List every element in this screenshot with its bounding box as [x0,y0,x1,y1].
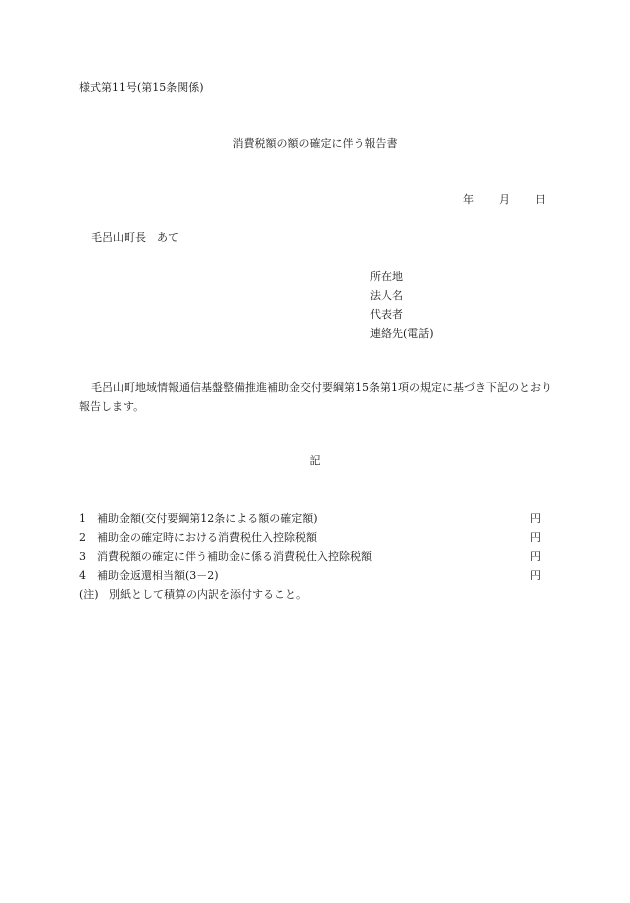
date-day-label: 日 [535,193,546,206]
list-item [79,509,541,528]
document-title: 消費税額の額の確定に伴う報告書 [232,137,398,150]
applicant-field-address: 所在地 [370,270,403,283]
note-prefix: (注) [79,588,99,601]
item-label: 補助金の確定時における消費税仕入控除税額 [97,531,317,544]
addressee-honorific: あて [157,231,179,244]
form-number: 様式第11号(第15条関係) [79,81,204,94]
item-number: 3 [79,550,86,563]
ki-heading: 記 [309,454,321,467]
applicant-field-company: 法人名 [370,289,403,302]
item-label: 消費税額の確定に伴う補助金に係る消費税仕入控除税額 [97,550,372,563]
list-item [79,547,541,566]
addressee [91,231,179,245]
applicant-block [370,267,434,343]
list-item [79,566,541,585]
item-number: 1 [79,512,86,525]
note [79,585,541,604]
item-number: 2 [79,531,86,544]
date-year-label: 年 [463,193,474,206]
body-paragraph: 毛呂山町地域情報通信基盤整備推進補助金交付要綱第15条第1項の規定に基づき下記のとおり報告します。 [79,381,552,413]
item-label: 補助金額(交付要綱第12条による額の確定額) [97,512,318,525]
item-unit: 円 [530,512,541,525]
applicant-field-contact: 連絡先(電話) [370,327,434,340]
applicant-field-representative: 代表者 [370,308,403,321]
list-item [79,528,541,547]
item-unit: 円 [530,569,541,582]
addressee-name: 毛呂山町長 [91,231,146,244]
item-number: 4 [79,569,86,582]
note-text: 別紙として積算の内訳を添付すること。 [109,588,307,601]
item-label: 補助金返還相当額(3－2) [97,569,219,582]
items-list [79,509,541,604]
date-month-label: 月 [499,193,510,206]
item-unit: 円 [530,550,541,563]
item-unit: 円 [530,531,541,544]
